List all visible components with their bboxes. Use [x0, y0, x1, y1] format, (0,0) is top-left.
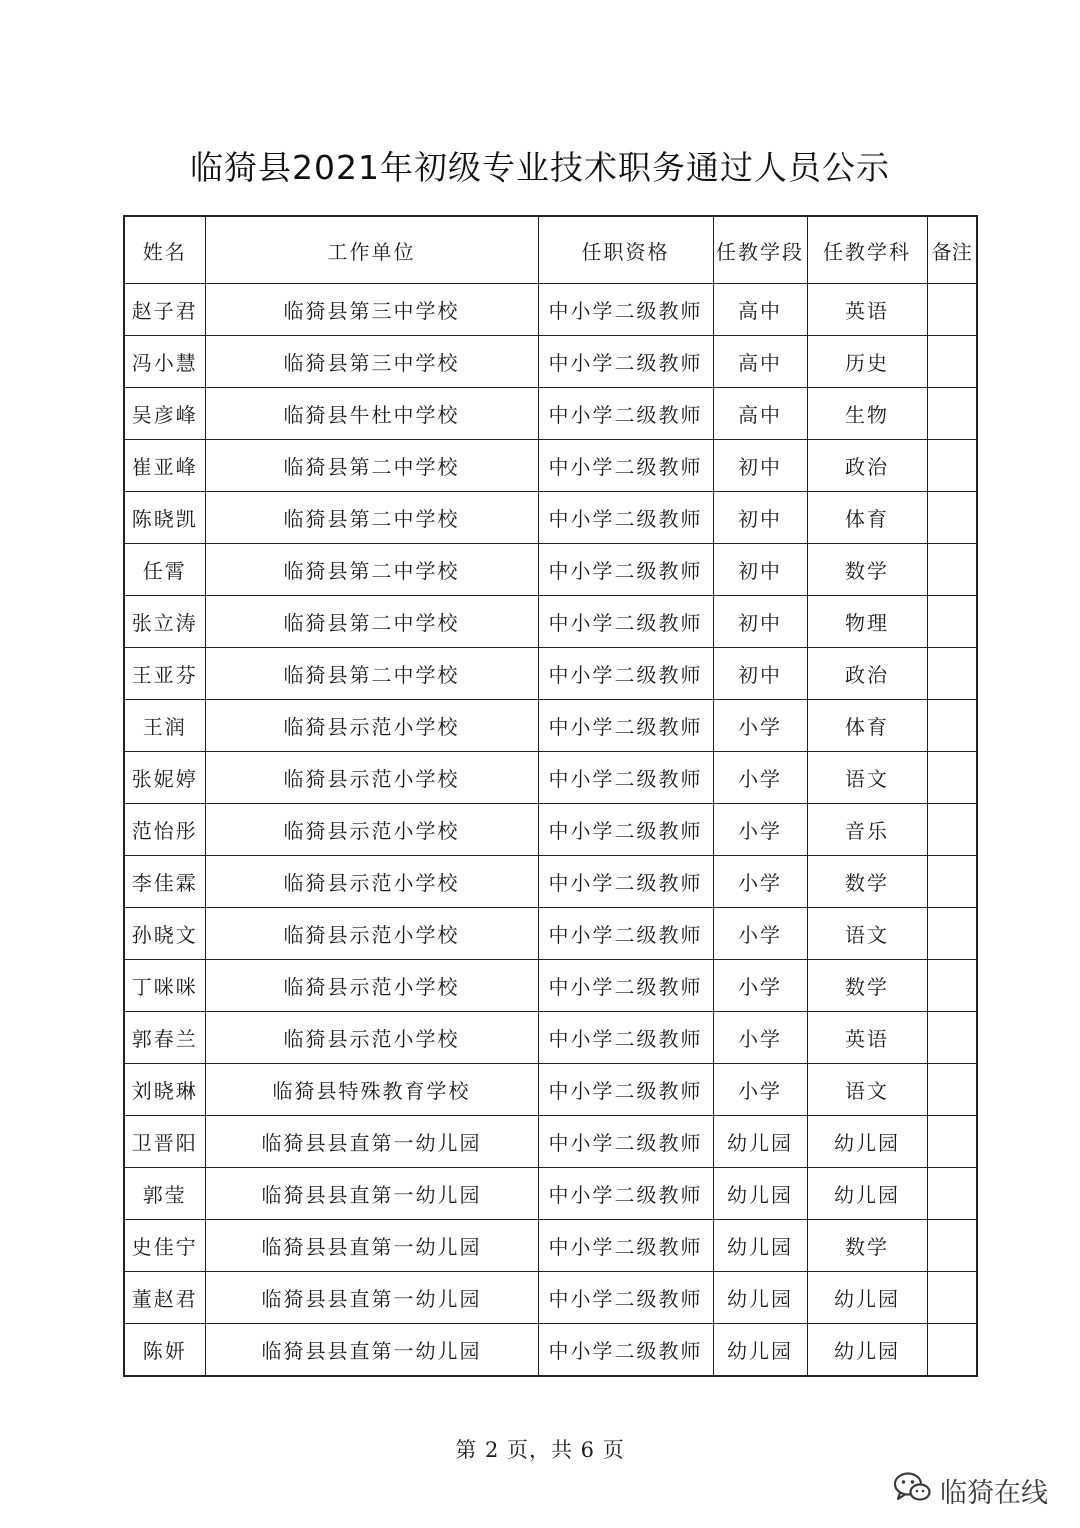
cell-remarks [927, 388, 977, 440]
cell-work-unit: 临猗县牛杜中学校 [205, 388, 538, 440]
cell-teaching-stage: 幼儿园 [713, 1324, 807, 1377]
cell-remarks [927, 804, 977, 856]
cell-teaching-subject: 幼儿园 [807, 1324, 927, 1377]
cell-teaching-subject: 语文 [807, 908, 927, 960]
cell-name: 史佳宁 [124, 1220, 205, 1272]
table-row [124, 804, 977, 856]
table-row [124, 1168, 977, 1220]
cell-name: 张立涛 [124, 596, 205, 648]
header-teaching-stage: 任教学段 [713, 216, 807, 284]
cell-remarks [927, 1064, 977, 1116]
cell-teaching-stage: 初中 [713, 492, 807, 544]
cell-name: 刘晓琳 [124, 1064, 205, 1116]
table-header-row [124, 216, 977, 284]
cell-qualification: 中小学二级教师 [538, 1116, 713, 1168]
cell-qualification: 中小学二级教师 [538, 1272, 713, 1324]
cell-name: 李佳霖 [124, 856, 205, 908]
cell-teaching-subject: 语文 [807, 1064, 927, 1116]
cell-remarks [927, 1220, 977, 1272]
table-row [124, 1220, 977, 1272]
cell-teaching-stage: 小学 [713, 752, 807, 804]
cell-qualification: 中小学二级教师 [538, 804, 713, 856]
cell-teaching-subject: 英语 [807, 284, 927, 336]
cell-qualification: 中小学二级教师 [538, 1324, 713, 1377]
header-teaching-subject: 任教学科 [807, 216, 927, 284]
cell-name: 任霄 [124, 544, 205, 596]
cell-work-unit: 临猗县示范小学校 [205, 752, 538, 804]
cell-teaching-subject: 幼儿园 [807, 1272, 927, 1324]
cell-name: 郭莹 [124, 1168, 205, 1220]
cell-qualification: 中小学二级教师 [538, 1064, 713, 1116]
table-row [124, 752, 977, 804]
cell-name: 赵子君 [124, 284, 205, 336]
cell-teaching-subject: 物理 [807, 596, 927, 648]
cell-teaching-stage: 高中 [713, 336, 807, 388]
cell-qualification: 中小学二级教师 [538, 388, 713, 440]
cell-qualification: 中小学二级教师 [538, 856, 713, 908]
cell-teaching-subject: 政治 [807, 648, 927, 700]
watermark-text: 临猗在线 [940, 1477, 1048, 1509]
cell-teaching-subject: 音乐 [807, 804, 927, 856]
cell-teaching-subject: 体育 [807, 700, 927, 752]
cell-teaching-stage: 小学 [713, 700, 807, 752]
cell-qualification: 中小学二级教师 [538, 1012, 713, 1064]
cell-teaching-subject: 数学 [807, 960, 927, 1012]
cell-teaching-stage: 初中 [713, 648, 807, 700]
cell-teaching-stage: 初中 [713, 440, 807, 492]
cell-teaching-subject: 数学 [807, 856, 927, 908]
cell-name: 郭春兰 [124, 1012, 205, 1064]
cell-name: 卫晋阳 [124, 1116, 205, 1168]
cell-qualification: 中小学二级教师 [538, 1168, 713, 1220]
cell-work-unit: 临猗县第二中学校 [205, 596, 538, 648]
cell-remarks [927, 336, 977, 388]
cell-remarks [927, 1168, 977, 1220]
cell-remarks [927, 1324, 977, 1377]
cell-work-unit: 临猗县示范小学校 [205, 908, 538, 960]
cell-remarks [927, 960, 977, 1012]
table-row [124, 1324, 977, 1377]
cell-name: 陈晓凯 [124, 492, 205, 544]
table-row [124, 1012, 977, 1064]
cell-work-unit: 临猗县县直第一幼儿园 [205, 1116, 538, 1168]
table-row [124, 492, 977, 544]
table-row [124, 856, 977, 908]
watermark [892, 1470, 1048, 1510]
cell-teaching-subject: 语文 [807, 752, 927, 804]
cell-name: 丁咪咪 [124, 960, 205, 1012]
header-name: 姓名 [124, 216, 205, 284]
wechat-icon [892, 1470, 932, 1511]
cell-qualification: 中小学二级教师 [538, 336, 713, 388]
header-remarks: 备注 [927, 216, 977, 284]
cell-remarks [927, 284, 977, 336]
cell-teaching-subject: 幼儿园 [807, 1116, 927, 1168]
cell-remarks [927, 596, 977, 648]
page-footer: 第 2 页，共 6 页 [455, 1438, 625, 1462]
cell-work-unit: 临猗县第二中学校 [205, 544, 538, 596]
cell-remarks [927, 856, 977, 908]
table-row [124, 284, 977, 336]
cell-teaching-stage: 小学 [713, 1012, 807, 1064]
cell-name: 孙晓文 [124, 908, 205, 960]
cell-name: 张妮婷 [124, 752, 205, 804]
cell-remarks [927, 908, 977, 960]
cell-qualification: 中小学二级教师 [538, 752, 713, 804]
cell-work-unit: 临猗县第二中学校 [205, 648, 538, 700]
cell-teaching-stage: 高中 [713, 284, 807, 336]
cell-teaching-stage: 初中 [713, 596, 807, 648]
cell-work-unit: 临猗县示范小学校 [205, 804, 538, 856]
cell-teaching-stage: 小学 [713, 856, 807, 908]
cell-work-unit: 临猗县第二中学校 [205, 492, 538, 544]
table-row [124, 1116, 977, 1168]
header-qualification: 任职资格 [538, 216, 713, 284]
cell-name: 范怡彤 [124, 804, 205, 856]
cell-teaching-subject: 数学 [807, 1220, 927, 1272]
cell-name: 崔亚峰 [124, 440, 205, 492]
table-row [124, 700, 977, 752]
table-row [124, 960, 977, 1012]
cell-teaching-subject: 历史 [807, 336, 927, 388]
cell-teaching-subject: 政治 [807, 440, 927, 492]
cell-work-unit: 临猗县示范小学校 [205, 1012, 538, 1064]
cell-name: 王亚芬 [124, 648, 205, 700]
cell-qualification: 中小学二级教师 [538, 492, 713, 544]
cell-work-unit: 临猗县示范小学校 [205, 700, 538, 752]
table-row [124, 908, 977, 960]
cell-qualification: 中小学二级教师 [538, 544, 713, 596]
cell-teaching-subject: 体育 [807, 492, 927, 544]
personnel-table [123, 215, 978, 1377]
cell-teaching-stage: 幼儿园 [713, 1220, 807, 1272]
cell-work-unit: 临猗县示范小学校 [205, 856, 538, 908]
cell-name: 董赵君 [124, 1272, 205, 1324]
table-row [124, 1272, 977, 1324]
cell-work-unit: 临猗县县直第一幼儿园 [205, 1272, 538, 1324]
cell-name: 吴彦峰 [124, 388, 205, 440]
cell-work-unit: 临猗县第二中学校 [205, 440, 538, 492]
cell-remarks [927, 440, 977, 492]
page-title: 临猗县2021年初级专业技术职务通过人员公示 [190, 148, 890, 187]
cell-remarks [927, 1272, 977, 1324]
cell-name: 陈妍 [124, 1324, 205, 1377]
table-row [124, 1064, 977, 1116]
cell-qualification: 中小学二级教师 [538, 440, 713, 492]
cell-teaching-stage: 小学 [713, 960, 807, 1012]
cell-remarks [927, 1012, 977, 1064]
cell-teaching-subject: 英语 [807, 1012, 927, 1064]
cell-teaching-stage: 小学 [713, 804, 807, 856]
cell-qualification: 中小学二级教师 [538, 596, 713, 648]
table-row [124, 336, 977, 388]
cell-qualification: 中小学二级教师 [538, 960, 713, 1012]
cell-teaching-stage: 高中 [713, 388, 807, 440]
cell-name: 冯小慧 [124, 336, 205, 388]
cell-work-unit: 临猗县特殊教育学校 [205, 1064, 538, 1116]
cell-name: 王润 [124, 700, 205, 752]
cell-teaching-stage: 小学 [713, 908, 807, 960]
cell-qualification: 中小学二级教师 [538, 1220, 713, 1272]
table-row [124, 596, 977, 648]
cell-teaching-stage: 幼儿园 [713, 1168, 807, 1220]
cell-teaching-subject: 生物 [807, 388, 927, 440]
cell-work-unit: 临猗县第三中学校 [205, 284, 538, 336]
table-row [124, 388, 977, 440]
cell-work-unit: 临猗县示范小学校 [205, 960, 538, 1012]
cell-qualification: 中小学二级教师 [538, 700, 713, 752]
table-row [124, 544, 977, 596]
cell-qualification: 中小学二级教师 [538, 908, 713, 960]
cell-teaching-stage: 幼儿园 [713, 1116, 807, 1168]
cell-work-unit: 临猗县县直第一幼儿园 [205, 1168, 538, 1220]
cell-teaching-stage: 小学 [713, 1064, 807, 1116]
cell-remarks [927, 1116, 977, 1168]
table-row [124, 648, 977, 700]
cell-teaching-subject: 幼儿园 [807, 1168, 927, 1220]
cell-work-unit: 临猗县县直第一幼儿园 [205, 1324, 538, 1377]
cell-remarks [927, 752, 977, 804]
table-body [124, 284, 977, 1377]
table-row [124, 440, 977, 492]
cell-remarks [927, 492, 977, 544]
cell-remarks [927, 648, 977, 700]
cell-teaching-stage: 幼儿园 [713, 1272, 807, 1324]
cell-teaching-subject: 数学 [807, 544, 927, 596]
header-work-unit: 工作单位 [205, 216, 538, 284]
cell-remarks [927, 544, 977, 596]
cell-qualification: 中小学二级教师 [538, 284, 713, 336]
cell-work-unit: 临猗县第三中学校 [205, 336, 538, 388]
cell-work-unit: 临猗县县直第一幼儿园 [205, 1220, 538, 1272]
cell-teaching-stage: 初中 [713, 544, 807, 596]
cell-remarks [927, 700, 977, 752]
cell-qualification: 中小学二级教师 [538, 648, 713, 700]
